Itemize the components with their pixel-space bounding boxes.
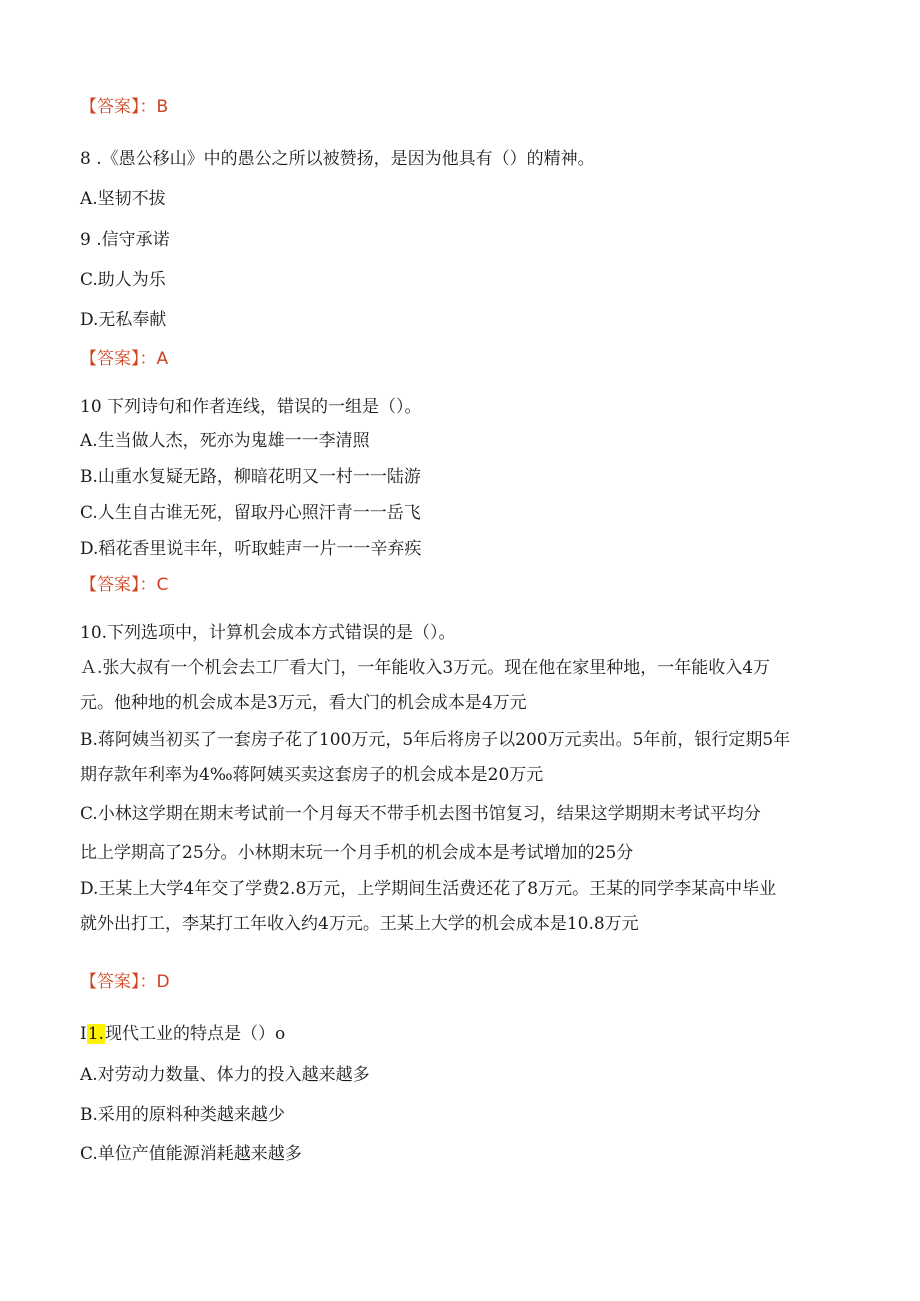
option-b: B.采用的原料种类越来越少	[80, 1105, 285, 1125]
question-number-prefix: I	[80, 1024, 87, 1044]
option-b-line-2: 期存款年利率为4‰蒋阿姨买卖这套房子的机会成本是20万元	[80, 765, 544, 785]
option-b-line-1: B.蒋阿姨当初买了一套房子花了100万元，5年后将房子以200万元卖出。5年前，银行定期5年	[80, 730, 791, 750]
option-a-line-1: Ａ.张大叔有一个机会去工厂看大门，一年能收入3万元。现在他在家里种地，一年能收入4万	[80, 658, 771, 678]
option-c: C.人生自古谁无死，留取丹心照汗青一一岳飞	[80, 503, 421, 523]
question-stem-text: 现代工业的特点是（）o	[104, 1024, 286, 1044]
option-a: A.坚韧不拔	[80, 189, 166, 209]
option-a: A.对劳动力数量、体力的投入越来越多	[80, 1065, 370, 1085]
option-a-line-2: 元。他种地的机会成本是3万元，看大门的机会成本是4万元	[80, 693, 527, 713]
option-d-line-2: 就外出打工，李某打工年收入约4万元。王某上大学的机会成本是10.8万元	[80, 914, 639, 934]
option-c: C.单位产值能源消耗越来越多	[80, 1144, 302, 1164]
answer-label: 【答案】：D	[80, 972, 170, 992]
highlighted-number: 1.	[87, 1024, 104, 1044]
option-b: 9 .信守承诺	[80, 230, 170, 250]
option-c: C.助人为乐	[80, 270, 166, 290]
option-c-line-1: C.小林这学期在期末考试前一个月每天不带手机去图书馆复习，结果这学期期末考试平均分	[80, 804, 761, 824]
option-d-line-1: D.王某上大学4年交了学费2.8万元，上学期间生活费还花了8万元。王某的同学李某高中毕业	[80, 879, 777, 899]
answer-label: 【答案】：C	[80, 575, 169, 595]
answer-label: 【答案】：A	[80, 349, 169, 369]
question-stem: 8 .《愚公移山》中的愚公之所以被赞扬，是因为他具有（）的精神。	[80, 149, 595, 169]
answer-label: 【答案】：B	[80, 97, 169, 117]
option-a: A.生当做人杰，死亦为鬼雄一一李清照	[80, 431, 370, 451]
option-b: B.山重水复疑无路，柳暗花明又一村一一陆游	[80, 467, 421, 487]
question-stem	[80, 1023, 285, 1045]
option-c-line-2: 比上学期高了25分。小林期末玩一个月手机的机会成本是考试增加的25分	[80, 843, 634, 863]
option-d: D.无私奉献	[80, 310, 167, 330]
question-stem: 10 下列诗句和作者连线，错误的一组是（）。	[80, 397, 422, 417]
option-d: D.稻花香里说丰年，听取蛙声一片一一辛弃疾	[80, 539, 422, 559]
question-stem: 10.下列选项中，计算机会成本方式错误的是（）。	[80, 623, 456, 643]
